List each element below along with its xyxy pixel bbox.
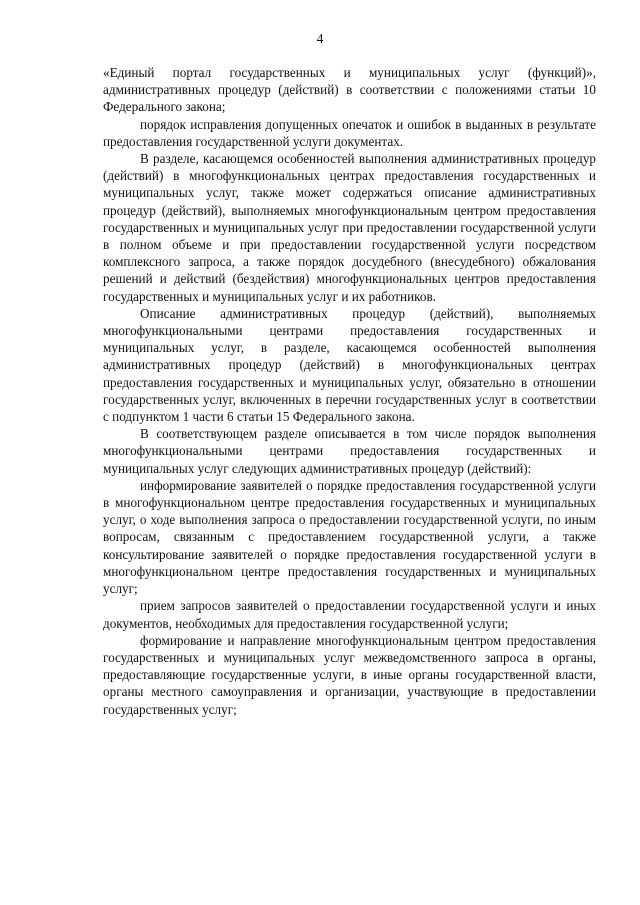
paragraph-1: «Единый портал государственных и муниципальных услуг (функций)», административных процедур (действий) в соответствии с положениями статьи 10 Федерального закона; [103, 65, 596, 115]
paragraph-4: Описание административных процедур (действий), выполняемых многофункциональными центрами предоставления государственных и муниципальных услуг, в разделе, касающемся особенностей выполнения административных процедур (действий) в многофункциональных центрах предоставления государственных и муниципальных услуг, обязательно в отношении государственных услуг, включенных в перечни государственных услуг в соответствии с подпунктом 1 части 6 статьи 15 Федерального закона. [103, 305, 596, 425]
paragraph-2: порядок исправления допущенных опечаток и ошибок в выданных в результате предоставления государственной услуги документах. [103, 116, 596, 149]
paragraph-6: информирование заявителей о порядке предоставления государственной услуги в многофункциональном центре предоставления государственных и муниципальных услуг, о ходе выполнения запроса о предоставлении государственной услуги, по иным вопросам, связанным с предоставлением государственной услуги, а также консультирование заявителей о порядке предоставления государственной услуги в многофункциональном центре предоставления государственных и муниципальных услуг; [103, 477, 596, 597]
page-number: 4 [316, 31, 324, 46]
paragraph-5: В соответствующем разделе описывается в том числе порядок выполнения многофункциональными центрами предоставления государственных и муниципальных услуг следующих административных процедур (действий): [103, 426, 596, 476]
paragraph-3: В разделе, касающемся особенностей выполнения административных процедур (действий) в многофункциональных центрах предоставления государственных и муниципальных услуг, также может содержаться описание административных процедур (действий), выполняемых многофункциональным центром предоставления государственных и муниципальных услуг при предоставлении государственной услуги в полном объеме и при предоставлении государственной услуги посредством комплексного запроса, а также порядок досудебного (внесудебного) обжалования решений и действий (бездействия) многофункциональных центров предоставления государственных и муниципальных услуг и их работников. [103, 151, 596, 304]
paragraph-7: прием запросов заявителей о предоставлении государственной услуги и иных документов, необходимых для предоставления государственной услуги; [103, 598, 596, 631]
document-body [103, 64, 596, 718]
paragraph-8: формирование и направление многофункциональным центром предоставления государственных и муниципальных услуг межведомственного запроса в органы, предоставляющие государственные услуги, в иные органы государственной власти, органы местного самоуправления и организации, участвующие в предоставлении государственных услуг; [103, 632, 596, 717]
